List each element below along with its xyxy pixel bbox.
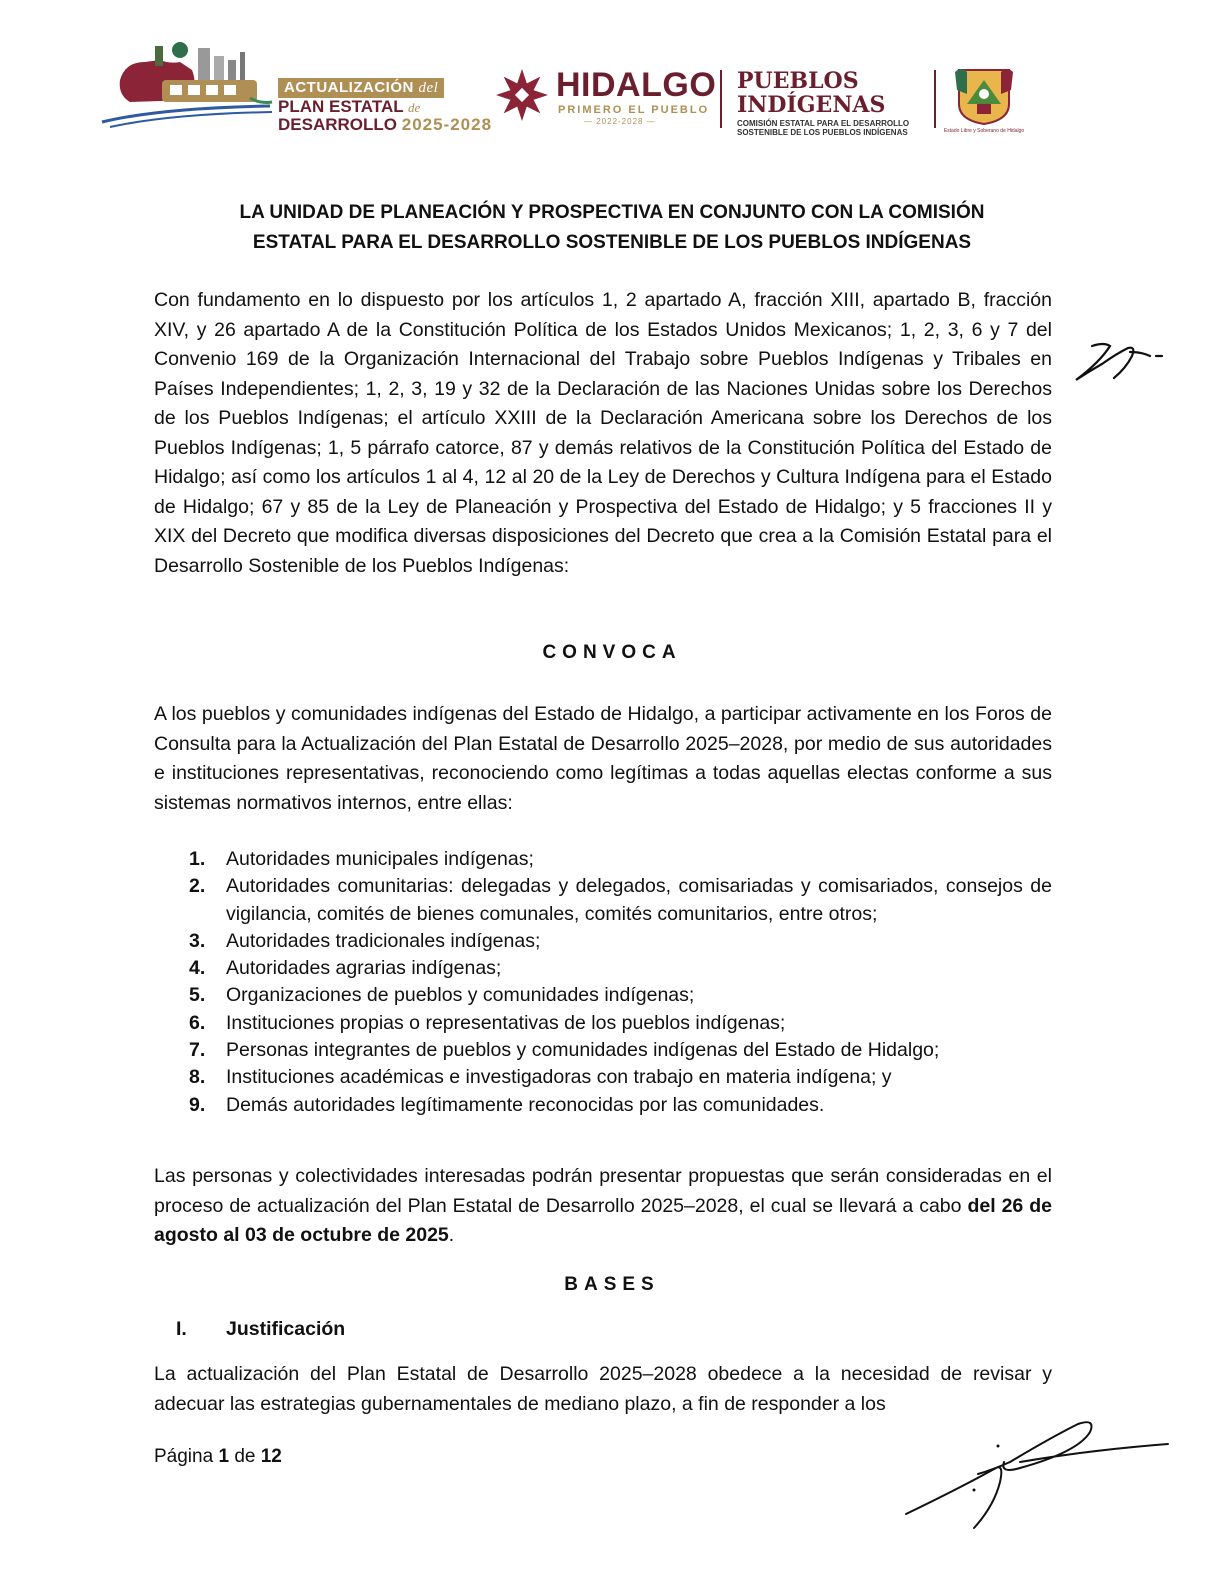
list-item xyxy=(154,955,1052,982)
list-item-number: 1. xyxy=(189,848,206,870)
hidalgo-logo-title: HIDALGO xyxy=(556,66,717,104)
hidalgo-star-icon xyxy=(495,68,549,122)
list-item-number: 2. xyxy=(189,875,206,898)
proposals-paragraph: Las personas y colectividades interesadas podrán presentar propuestas que serán consideradas en el proceso de actualización del Plan Estatal de Desarrollo 2025–2028, el cual se llevará a cabo del 26 de agosto al 03 de octubre de 2025. xyxy=(154,1165,1052,1246)
list-item-text: Demás autoridades legítimamente reconocidas por las comunidades. xyxy=(226,1093,825,1116)
list-item-number: 5. xyxy=(189,984,206,1007)
plan-logo-band: ACTUALIZACIÓN del xyxy=(278,78,444,98)
list-item xyxy=(154,1064,1052,1091)
proposals-dates: del 26 de agosto al 03 de octubre de 2025 xyxy=(154,1194,1052,1246)
list-item-text: Instituciones propias o representativas de los pueblos indígenas; xyxy=(226,1011,786,1034)
list-item-text: Autoridades agrarias indígenas; xyxy=(226,957,502,980)
list-item xyxy=(154,1037,1052,1064)
logo-divider xyxy=(720,70,722,128)
hidalgo-logo-subtitle: PRIMERO EL PUEBLO xyxy=(558,104,710,116)
list-item-number: 4. xyxy=(189,957,206,980)
document-title: LA UNIDAD DE PLANEACIÓN Y PROSPECTIVA EN CONJUNTO CON LA COMISIÓN ESTATAL PARA EL DESARROLLO SOSTENIBLE DE LOS PUEBLOS INDÍGENAS xyxy=(239,202,985,253)
logo-divider xyxy=(934,70,936,128)
list-item xyxy=(154,846,1052,873)
section-heading: I. Justificación xyxy=(176,1318,346,1340)
bases-heading: BASES xyxy=(564,1274,660,1295)
convoca-paragraph: A los pueblos y comunidades indígenas del Estado de Hidalgo, a participar activamente en los Foros de Consulta para la Actualización del Plan Estatal de Desarrollo 2025–2028, por medio de sus autoridades e instituciones representativas, reconociendo como legítimas a todas aquellas electas conforme a sus sistemas normativos internos, entre ellas: xyxy=(154,703,1052,814)
state-coat-of-arms-icon xyxy=(943,64,1025,140)
list-item xyxy=(154,1010,1052,1037)
signature-icon xyxy=(900,1410,1180,1540)
plan-logo-line2: PLAN ESTATAL de xyxy=(278,97,421,116)
list-item-number: 9. xyxy=(189,1093,206,1116)
page-number: Página 1 de 12 xyxy=(154,1446,282,1467)
list-item-text: Organizaciones de pueblos y comunidades indígenas; xyxy=(226,984,695,1007)
header-logos xyxy=(100,40,1130,150)
list-item xyxy=(154,982,1052,1009)
list-item-text: Personas integrantes de pueblos y comunidades indígenas del Estado de Hidalgo; xyxy=(226,1039,940,1062)
list-item xyxy=(154,1092,1052,1119)
shield-caption: Estado Libre y Soberano de Hidalgo xyxy=(943,128,1025,134)
list-item-text: Autoridades comunitarias: delegadas y delegados, comisariadas y comisariados, consejos de vigilancia, comités de bienes comunales, comités comunitarios, entre otros; xyxy=(226,875,1052,925)
list-item-text: Instituciones académicas e investigadoras con trabajo en materia indígena; y xyxy=(226,1066,892,1089)
intro-paragraph: Con fundamento en lo dispuesto por los artículos 1, 2 apartado A, fracción XIII, apartado B, fracción XIV, y 26 apartado A de la Constitución Política de los Estados Unidos Mexicanos; 1, 2, 3, 6 y 7 del Convenio 169 de la Organización Internacional del Trabajo sobre Pueblos Indígenas y Tribales en Países Independientes; 1, 2, 3, 19 y 32 de la Declaración de las Naciones Unidas sobre los Derechos de los Pueblos Indígenas; el artículo XXIII de la Declaración Americana sobre los Derechos de los Pueblos Indígenas; 1, 5 párrafo catorce, 87 y demás relativos de la Constitución Política del Estado de Hidalgo; así como los artículos 1 al 4, 12 al 20 de la Ley de Derechos y Cultura Indígena para el Estado de Hidalgo; 67 y 85 de la Ley de Planeación y Prospectiva del Estado de Hidalgo; y 5 fracciones II y XIX del Decreto que modifica diversas disposiciones del Decreto que crea a la Comisión Estatal para el Desarrollo Sostenible de los Pueblos Indígenas: xyxy=(154,289,1052,577)
list-item xyxy=(154,928,1052,955)
section-paragraph: La actualización del Plan Estatal de Desarrollo 2025–2028 obedece a la necesidad de revisar y adecuar las estrategias gubernamentales de mediano plazo, a fin de responder a los xyxy=(154,1363,1052,1415)
convoca-heading: CONVOCA xyxy=(542,642,682,663)
list-item-text: Autoridades municipales indígenas; xyxy=(226,848,534,870)
list-item-text: Autoridades tradicionales indígenas; xyxy=(226,929,541,952)
list-item xyxy=(154,873,1052,928)
pueblos-logo-line1: PUEBLOS xyxy=(737,68,859,94)
list-item-number: 8. xyxy=(189,1066,206,1089)
list-item-number: 7. xyxy=(189,1039,206,1062)
list-item-number: 3. xyxy=(189,929,206,952)
initials-signature-icon xyxy=(1070,338,1170,388)
list-item-number: 6. xyxy=(189,1011,206,1034)
hidalgo-logo-years: — 2022-2028 — xyxy=(584,117,656,126)
participants-list xyxy=(154,846,1052,1119)
plan-logo-line3: DESARROLLO 2025-2028 xyxy=(278,115,493,134)
pueblos-logo-caption: COMISIÓN ESTATAL PARA EL DESARROLLO SOSTENIBLE DE LOS PUEBLOS INDÍGENAS xyxy=(737,119,910,137)
pueblos-logo-line2: INDÍGENAS xyxy=(737,92,886,118)
